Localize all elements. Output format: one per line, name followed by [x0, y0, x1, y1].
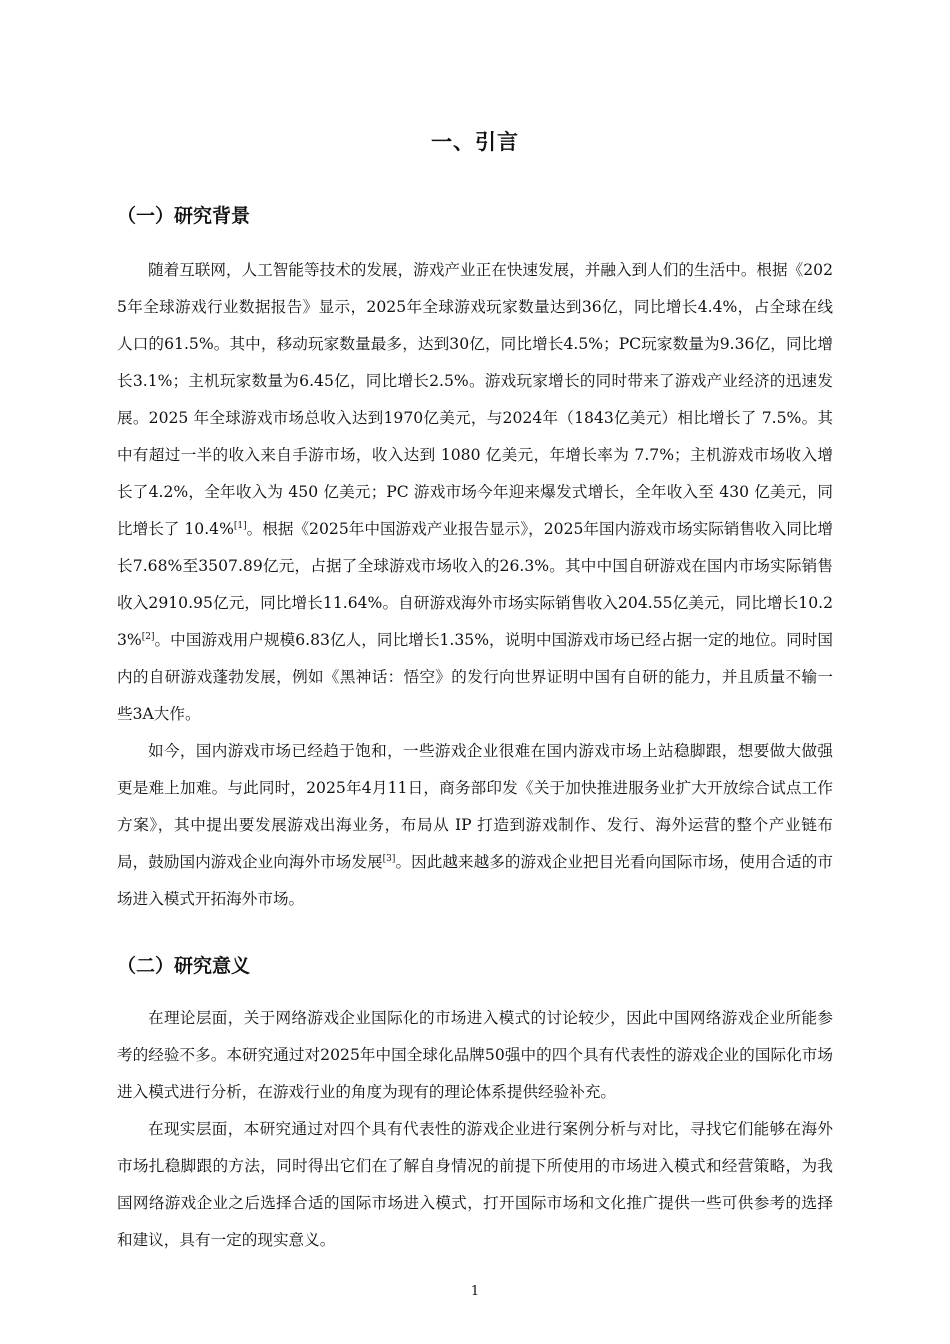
citation-mark: [1] [233, 520, 247, 531]
paragraph-text: 在现实层面，本研究通过对四个具有代表性的游戏企业进行案例分析与对比，寻找它们能够在海外市场扎稳脚跟的方法，同时得出它们在了解自身情况的前提下所使用的市场进入模式和经营策略，为我国网络游戏企业之后选择合适的国际市场进入模式，打开国际市场和文化推广提供一些可供参考的选择和建议，具有一定的现实意义。 [117, 1120, 833, 1249]
paragraph-text: 在理论层面，关于网络游戏企业国际化的市场进入模式的讨论较少，因此中国网络游戏企业所能参考的经验不多。本研究通过对2025年中国全球化品牌50强中的四个具有代表性的游戏企业的国际化市场进入模式进行分析，在游戏行业的角度为现有的理论体系提供经验补充。 [117, 1009, 833, 1101]
citation-mark: [3] [382, 853, 396, 864]
page-number: 1 [470, 1284, 480, 1299]
paragraph-text: 如今，国内游戏市场已经趋于饱和，一些游戏企业很难在国内游戏市场上站稳脚跟，想要做大做强更是难上加难。与此同时，2025年4月11日，商务部印发《关于加快推进服务业扩大开放综合试点工作方案》，其中提出要发展游戏出海业务，布局从 IP 打造到游戏制作、发行、海外运营的整个产业链布局，鼓励国内游戏企业向海外市场发展 [117, 742, 833, 871]
paragraph [117, 252, 833, 733]
paragraph-text: 。中国游戏用户规模6.83亿人，同比增长1.35%，说明中国游戏市场已经占据一定的地位。同时国内的自研游戏蓬勃发展，例如《黑神话：悟空》的发行向世界证明中国有自研的能力，并且质量不输一些3A大作。 [117, 631, 833, 723]
paragraph [117, 1000, 833, 1111]
section-heading-significance: （二）研究意义 [117, 955, 251, 977]
citation-mark: [2] [141, 631, 155, 642]
paragraph [117, 1111, 833, 1259]
paragraph-text: 随着互联网，人工智能等技术的发展，游戏产业正在快速发展，并融入到人们的生活中。根据《2025年全球游戏行业数据报告》显示，2025年全球游戏玩家数量达到36亿，同比增长4.4%，占全球在线人口的61.5%。其中，移动玩家数量最多，达到30亿，同比增长4.5%；PC玩家数量为9.36亿，同比增长3.1%；主机玩家数量为6.45亿，同比增长2.5%。游戏玩家增长的同时带来了游戏产业经济的迅速发展。2025 年全球游戏市场总收入达到1970亿美元，与2024年（1843亿美元）相比增长了 7.5%。其中有超过一半的收入来自手游市场，收入达到 1080 亿美元，年增长率为 7.7%；主机游戏市场收入增长了4.2%，全年收入为 450 亿美元；PC 游戏市场今年迎来爆发式增长，全年收入至 430 亿美元，同比增长了 10.4% [117, 261, 833, 538]
section-body-background [117, 252, 833, 918]
paragraph [117, 733, 833, 918]
paragraph-text: 。根据《2025年中国游戏产业报告显示》，2025年国内游戏市场实际销售收入同比增长7.68%至3507.89亿元，占据了全球游戏市场收入的26.3%。其中中国自研游戏在国内市场实际销售收入2910.95亿元，同比增长11.64%。自研游戏海外市场实际销售收入204.55亿美元，同比增长10.23% [117, 520, 833, 649]
paragraph-text: 。因此越来越多的游戏企业把目光看向国际市场，使用合适的市场进入模式开拓海外市场。 [117, 853, 833, 908]
chapter-title: 一、引言 [431, 130, 519, 154]
section-heading-background: （一）研究背景 [117, 205, 251, 227]
section-body-significance [117, 1000, 833, 1259]
